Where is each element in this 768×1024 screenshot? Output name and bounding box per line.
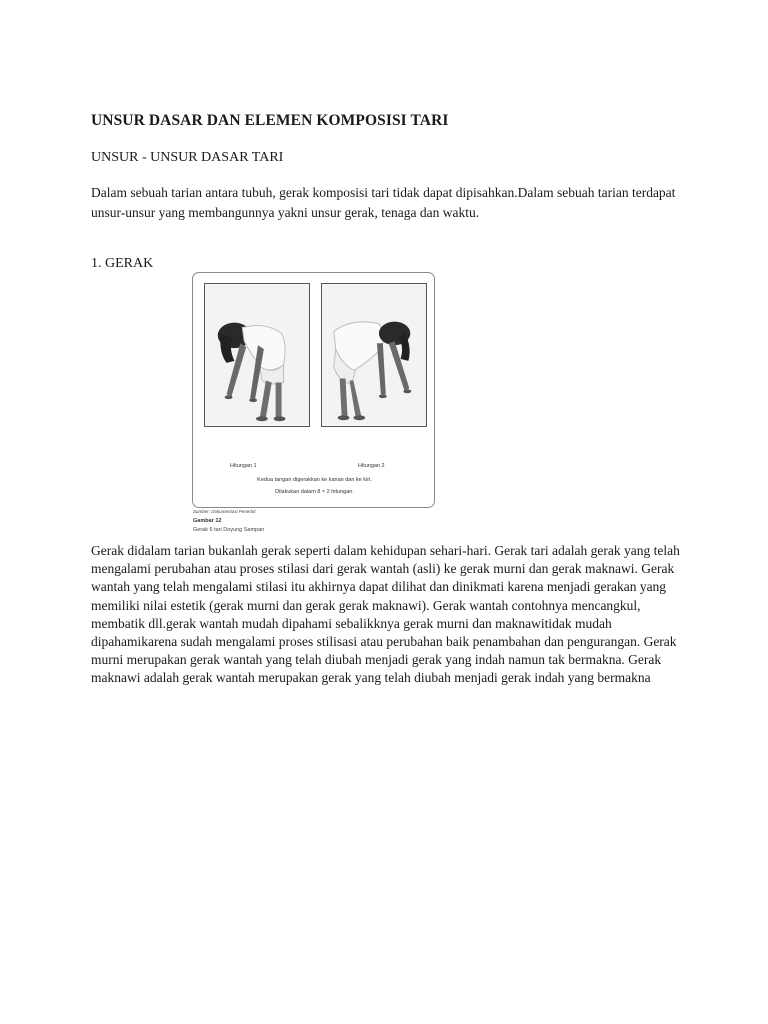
document-title: UNSUR DASAR DAN ELEMEN KOMPOSISI TARI (91, 112, 449, 129)
dance-figure (192, 272, 435, 508)
gerak-body-paragraph: Gerak didalam tarian bukanlah gerak seperti dalam kehidupan sehari-hari. Gerak tari adalah gerak yang telah mengalami perubahan atau proses stilasi dari gerak wantah (asli) ke gerak murni dan gerak maknawi. Gerak wantah yang telah mengalami stilasi itu akhirnya dapat dilihat dan dinikmati karena menjadi gerakan yang memiliki nilai estetik (gerak murni dan gerak gerak maknawi). Gerak wantah contohnya mencangkul, membatik dll.gerak wantah mudah dipahami sebalikknya gerak murni dan maknawitidak mudah dipahamikarena sudah mengalami proses stilisasi atau perubahan baik penambahan dan pengurangan. Gerak murni merupakan gerak wantah yang telah diubah menjadi gerak yang indah namun tak bermakna. Gerak maknawi adalah gerak wantah merupakan gerak yang telah diubah menjadi gerak indah yang bermakna (91, 543, 680, 686)
dancer-bending-left-illustration (205, 284, 309, 426)
figure-number: Gambar 12 (193, 518, 222, 524)
figure-description-2: Dilakukan dalam 8 × 2 hitungan. (275, 489, 354, 495)
section-heading-gerak: 1. GERAK (91, 256, 154, 271)
figure-description-1: Kedua tangan digerakkan ke kanan dan ke kiri. (257, 477, 372, 483)
dance-photo-count-1 (204, 283, 310, 427)
count-1-label: Hitungan 1 (230, 463, 257, 469)
intro-paragraph: Dalam sebuah tarian antara tubuh, gerak komposisi tari tidak dapat dipisahkan.Dalam sebuah tarian terdapat unsur-unsur yang membangunnya yakni unsur gerak, tenaga dan waktu. (91, 185, 676, 220)
dance-photo-count-2 (321, 283, 427, 427)
dancer-bending-right-illustration (322, 284, 426, 426)
figure-caption: Gerak 6 tari Doyung Sampan (193, 527, 265, 533)
count-2-label: Hitungan 2 (358, 463, 385, 469)
document-subtitle: UNSUR - UNSUR DASAR TARI (91, 150, 284, 165)
figure-source: Sumber: Dokumentasi Penerbit (193, 509, 256, 514)
